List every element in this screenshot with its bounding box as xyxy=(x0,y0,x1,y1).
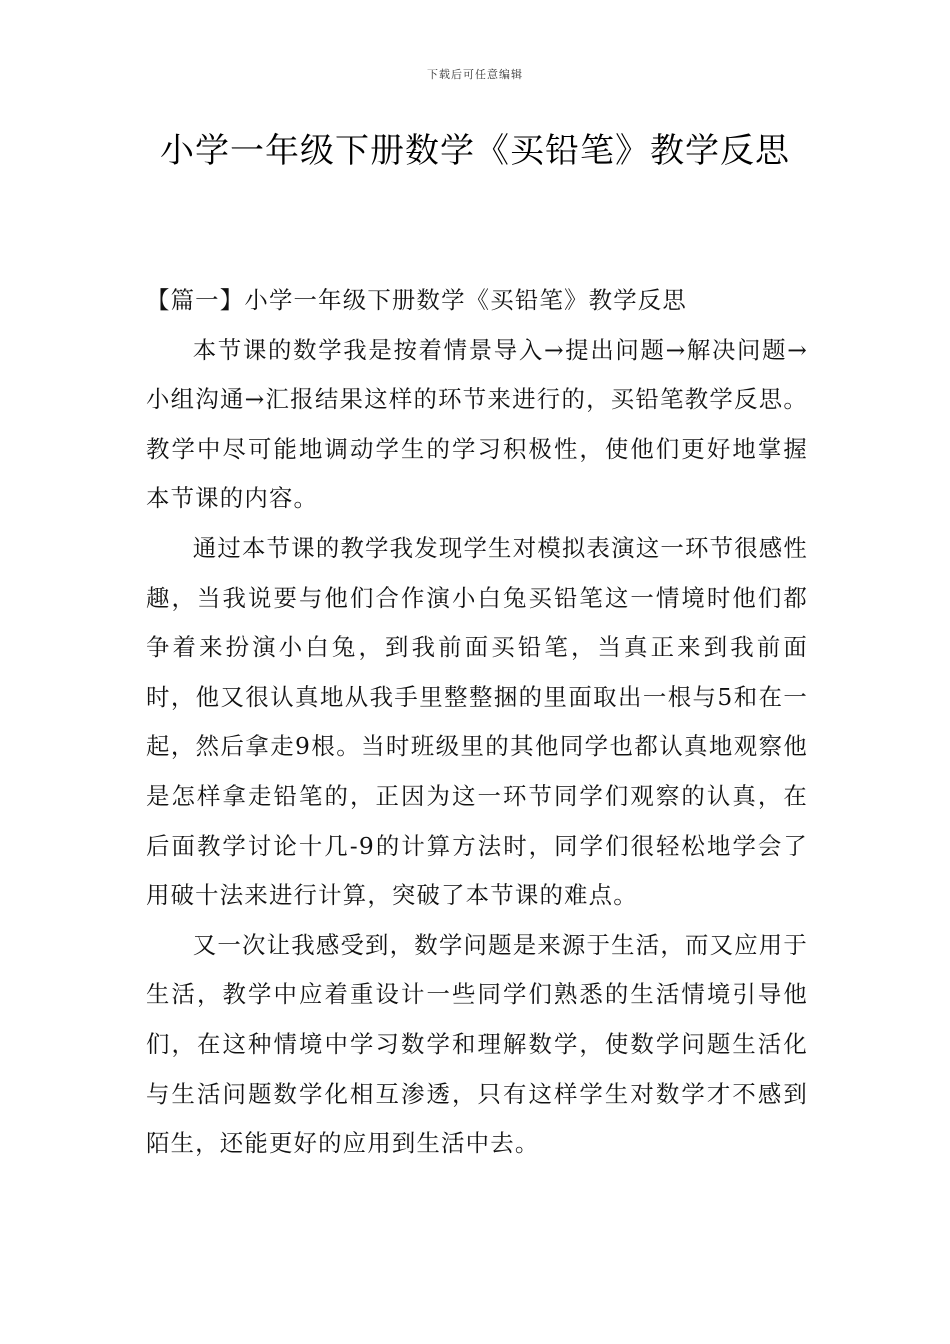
section-heading: 【篇一】小学一年级下册数学《买铅笔》教学反思 xyxy=(146,286,687,314)
header-note: 下载后可任意编辑 xyxy=(427,68,523,81)
paragraph-1: 本节课的数学我是按着情景导入→提出问题→解决问题→小组沟通→汇报结果这样的环节来进行的，买铅笔教学反思。教学中尽可能地调动学生的学习积极性，使他们更好地掌握本节课的内容。 xyxy=(146,335,808,513)
document-title: 小学一年级下册数学《买铅笔》教学反思 xyxy=(160,131,790,171)
paragraph-2: 通过本节课的教学我发现学生对模拟表演这一环节很感性趣，当我说要与他们合作演小白兔买铅笔这一情境时他们都争着来扮演小白兔，到我前面买铅笔，当真正来到我前面时，他又很认真地从我手里整整捆的里面取出一根与5和在一起，然后拿走9根。当时班级里的其他同学也都认真地观察他是怎样拿走铅笔的，正因为这一环节同学们观察的认真，在后面教学讨论十几-9的计算方法时，同学们很轻松地学会了用破十法来进行计算，突破了本节课的难点。 xyxy=(146,533,808,910)
paragraph-3: 又一次让我感受到，数学问题是来源于生活，而又应用于生活，教学中应着重设计一些同学们熟悉的生活情境引导他们，在这种情境中学习数学和理解数学，使数学问题生活化与生活问题数学化相互渗透，只有这样学生对数学才不感到陌生，还能更好的应用到生活中去。 xyxy=(146,930,808,1158)
document-body xyxy=(146,276,808,1169)
